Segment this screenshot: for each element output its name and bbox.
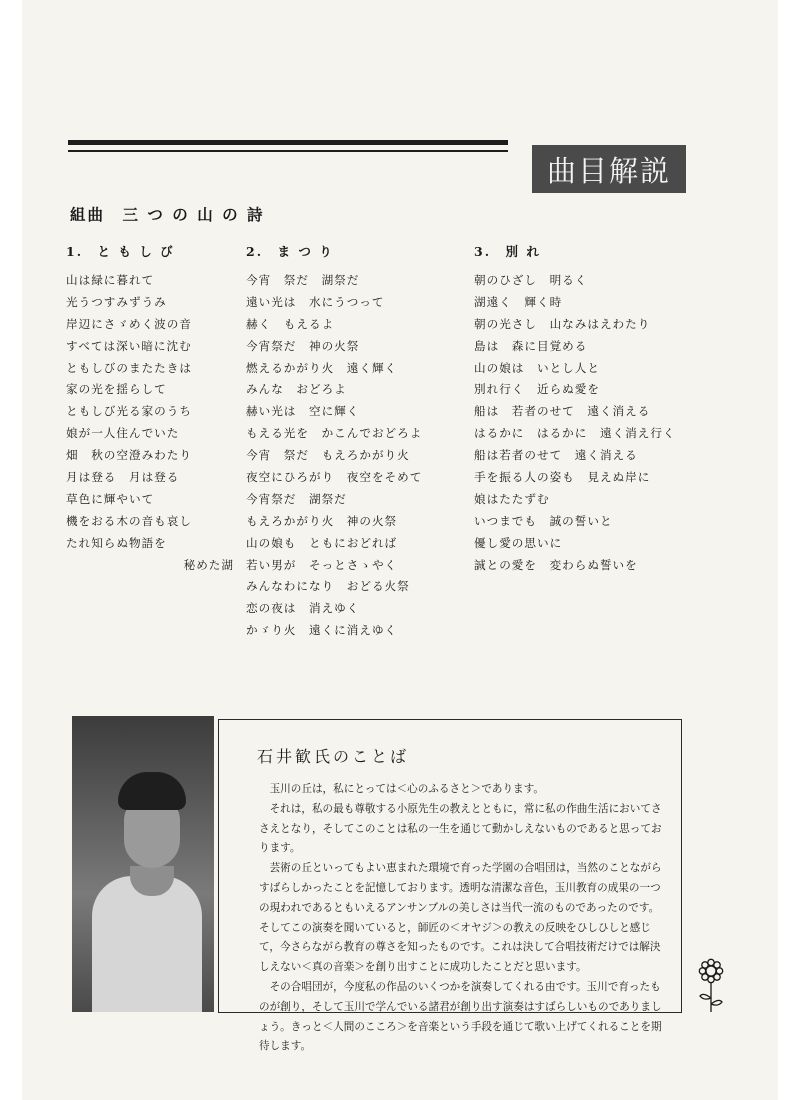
lyric-line: ともしびのまたたきは <box>66 360 192 375</box>
lyric-line: 若い男が そっとさゝやく <box>246 557 398 572</box>
lyric-line: はるかに はるかに 遠く消え行く <box>474 426 676 441</box>
message-paragraph: それは，私の最も尊敬する小原先生の教えとともに，常に私の作曲生活においてささえとなり，そしてこのことは私の一生を通じて動かしえないものであると思っております。 <box>259 802 662 855</box>
lyric-line: 草色に輝やいて <box>66 491 155 506</box>
lyric-line: 畑 秋の空澄みわたり <box>66 448 192 463</box>
message-paragraph: 玉川の丘は，私にとっては＜心のふるさと＞であります。 <box>269 783 544 795</box>
song-1-column <box>66 242 234 576</box>
lyric-line: いつまでも 誠の誓いと <box>474 513 613 528</box>
header-rule-thin <box>68 150 508 152</box>
page <box>22 0 778 1100</box>
lyric-line: 赫い光は 空に輝く <box>246 404 360 419</box>
lyric-line: すべては深い暗に沈む <box>66 338 192 353</box>
lyric-line: みんな おどろよ <box>246 382 347 397</box>
lyric-line: 機をおる木の音も哀し <box>66 513 192 528</box>
message-title: 石井歓氏のことば <box>257 747 410 766</box>
lyric-line: 娘が一人住んでいた <box>66 426 180 441</box>
lyric-line: 娘はたたずむ <box>474 491 550 506</box>
lyric-line: ともしび光る家のうち <box>66 404 192 419</box>
page-title: 曲目解説 <box>532 145 686 193</box>
portrait-shirt <box>92 876 202 1012</box>
lyric-line: 今宵祭だ 神の火祭 <box>246 338 360 353</box>
lyric-line: 誠との愛を 変わらぬ誓いを <box>474 557 638 572</box>
lyric-line: 燃えるかがり火 遠く輝く <box>246 360 398 375</box>
lyric-line: もえる光を かこんでおどろよ <box>246 426 423 441</box>
lyric-line: 島は 森に目覚める <box>474 338 588 353</box>
song-3-column <box>474 242 694 576</box>
lyric-line: 今宵 祭だ もえろかがり火 <box>246 448 410 463</box>
lyric-line: 山は緑に暮れて <box>66 273 155 287</box>
lyric-line: 山の娘は いとし人と <box>474 360 600 375</box>
lyric-line: 今宵祭だ 湖祭だ <box>246 491 347 506</box>
portrait-hair <box>118 772 186 810</box>
lyric-line: 山の娘も ともにおどれば <box>246 535 398 550</box>
message-paragraph: その合唱団が，今度私の作品のいくつかを演奏してくれる由です。玉川で育ったものが創り，そして玉川で学んでいる諸君が創り出す演奏はすばらしいものでありましょう。きっと＜人間のこころ＞を音楽という手段を通じて歌い上げてくれることを期待します。 <box>259 980 662 1053</box>
lyric-line: かゞり火 遠くに消えゆく <box>246 623 398 638</box>
lyric-line: 今宵 祭だ 湖祭だ <box>246 273 360 287</box>
lyric-line: 秘めた湖 <box>183 557 234 572</box>
lyric-line: 朝のひざし 明るく <box>474 273 588 287</box>
lyric-line: 朝の光さし 山なみはえわたり <box>474 316 651 331</box>
lyric-line: 光うつすみずうみ <box>66 294 167 309</box>
lyric-line: 岸辺にさゞめく波の音 <box>66 316 192 331</box>
portrait-photo <box>72 716 214 1012</box>
song-3-lyrics <box>474 270 694 576</box>
song-1-lyrics <box>66 270 234 576</box>
lyric-line: たれ知らぬ物語を <box>66 535 167 550</box>
lyric-line: 遠い光は 水にうつって <box>246 294 385 309</box>
lyric-line: 船は 若者のせて 遠く消える <box>474 404 651 419</box>
lyric-line: 月は登る 月は登る <box>66 470 180 485</box>
flower-icon <box>694 958 728 1014</box>
song-2-heading: 2. ま つ り <box>246 244 334 259</box>
lyric-line: 優し愛の思いに <box>474 535 563 550</box>
message-box <box>218 719 682 1053</box>
lyric-line: 家の光を揺らして <box>66 382 167 397</box>
lyric-line: みんなわになり おどる火祭 <box>246 579 410 594</box>
lyric-line: 船は若者のせて 遠く消える <box>474 448 638 463</box>
lyric-line: もえろかがり火 神の火祭 <box>246 513 398 528</box>
song-1-heading: 1. と も し び <box>66 244 175 259</box>
suite-title: 組曲 三 つ の 山 の 詩 <box>70 205 265 224</box>
lyric-line: 別れ行く 近らぬ愛を <box>474 382 600 397</box>
lyric-line: 赫く もえるよ <box>246 316 335 331</box>
lyric-line: 夜空にひろがり 夜空をそめて <box>246 470 423 485</box>
lyric-line: 湖遠く 輝く時 <box>474 294 563 309</box>
lyric-line: 恋の夜は 消えゆく <box>246 601 360 616</box>
song-2-lyrics <box>246 270 446 642</box>
song-3-heading: 3. 別 れ <box>474 244 541 259</box>
message-paragraph: 芸術の丘といってもよい恵まれた環境で育った学園の合唱団は，当然のことながらすばらしかったことを記憶しております。透明な清潔な音色，玉川教育の成果の一つの現われであるともいえるアンサンブルの美しさは当代一流のものであったのです。そしてこの演奏を聞いていると，師匠の＜オヤジ＞の教えの反映をひしひしと感じて，今さらながら教育の尊さを知ったものです。これは決して合唱技術だけでは解決しえない＜真の音楽＞を創り出すことに成功したことだと思います。 <box>259 862 662 974</box>
lyric-line: 手を振る人の姿も 見えぬ岸に <box>474 470 651 485</box>
song-2-column <box>246 242 446 642</box>
header-rule-thick <box>68 140 508 145</box>
message-body <box>259 780 669 1057</box>
